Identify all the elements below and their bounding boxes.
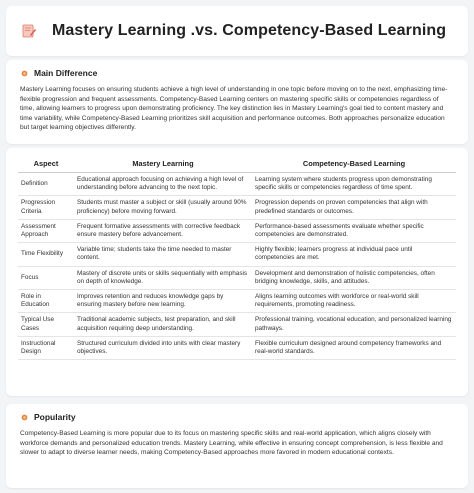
table-row <box>18 313 456 336</box>
table-row <box>18 336 456 359</box>
main-difference-card <box>6 60 468 144</box>
main-difference-heading <box>20 68 454 78</box>
document-pen-icon <box>20 22 38 40</box>
row-mastery: Traditional academic subjects, test preparation, and skill acquisition requiring deep understanding. <box>74 313 252 336</box>
header-aspect: Aspect <box>18 156 74 173</box>
popularity-title: Popularity <box>34 412 76 422</box>
row-mastery: Frequent formative assessments with corrective feedback ensure mastery before advancement. <box>74 219 252 242</box>
row-competency: Highly flexible; learners progress at individual pace until competencies are met. <box>252 243 456 266</box>
row-competency: Flexible curriculum designed around competency frameworks and real-world standards. <box>252 336 456 359</box>
row-competency: Progression depends on proven competencies that align with predefined standards or outcomes. <box>252 196 456 219</box>
table-row <box>18 266 456 289</box>
table-row <box>18 173 456 196</box>
row-mastery: Variable time; students take the time needed to master content. <box>74 243 252 266</box>
row-competency: Aligns learning outcomes with workforce or real-world skill requirements, promoting readiness. <box>252 290 456 313</box>
row-aspect: Role in Education <box>18 290 74 313</box>
table-row <box>18 219 456 242</box>
popularity-card <box>6 404 468 488</box>
row-competency: Development and demonstration of holistic competencies, often bridging knowledge, skills, and attitudes. <box>252 266 456 289</box>
header-competency: Competency-Based Learning <box>252 156 456 173</box>
sparkle-icon <box>20 69 29 78</box>
row-aspect: Instructional Design <box>18 336 74 359</box>
row-mastery: Structured curriculum divided into units with clear mastery objectives. <box>74 336 252 359</box>
header-mastery: Mastery Learning <box>74 156 252 173</box>
comparison-table <box>18 156 456 360</box>
row-aspect: Typical Use Cases <box>18 313 74 336</box>
page-title: Mastery Learning .vs. Competency-Based Learning <box>52 22 447 39</box>
table-row <box>18 243 456 266</box>
row-aspect: Focus <box>18 266 74 289</box>
row-aspect: Definition <box>18 173 74 196</box>
row-mastery: Students must master a subject or skill (usually around 90% proficiency) before moving forward. <box>74 196 252 219</box>
table-row <box>18 196 456 219</box>
table-header-row <box>18 156 456 173</box>
popularity-heading <box>20 412 454 422</box>
row-competency: Performance-based assessments evaluate whether specific competencies are demonstrated. <box>252 219 456 242</box>
row-mastery: Mastery of discrete units or skills sequentially with emphasis on depth of knowledge. <box>74 266 252 289</box>
main-difference-title: Main Difference <box>34 68 98 78</box>
comparison-card <box>6 148 468 396</box>
main-difference-text: Mastery Learning focuses on ensuring students achieve a high level of understanding in one topic before moving on to the next, emphasizing time-flexible progression and frequent assessments. Competency-Based Learning centers on mastering specific skills or competencies regardless of time, allowing learners to progress upon demonstrating proficiency. The key distinction lies in Mastery Learning's goal tied to content mastery and time variability, while Competency-Based Learning prioritizes skill acquisition and performance outcomes. Both approaches personalize education but target learning objectives differently. <box>20 86 448 132</box>
row-mastery: Educational approach focusing on achieving a high level of understanding before advancing to the next topic. <box>74 173 252 196</box>
table-row <box>18 290 456 313</box>
info-icon <box>20 413 29 422</box>
row-competency: Professional training, vocational education, and personalized learning pathways. <box>252 313 456 336</box>
popularity-text: Competency-Based Learning is more popular due to its focus on mastering specific skills and real-world application, which aligns closely with workforce demands and personalized education trends. Mastery Learning, while effective in ensuring concept comprehension, is less flexible and slower to adapt to diverse learner needs, making Competency-Based approaches more favored in modern educational contexts. <box>20 430 443 457</box>
row-aspect: Time Flexibility <box>18 243 74 266</box>
page-header <box>6 6 468 56</box>
row-mastery: Improves retention and reduces knowledge gaps by ensuring mastery before new learning. <box>74 290 252 313</box>
row-aspect: Progression Criteria <box>18 196 74 219</box>
row-aspect: Assessment Approach <box>18 219 74 242</box>
row-competency: Learning system where students progress upon demonstrating specific skills or competencies regardless of time spent. <box>252 173 456 196</box>
